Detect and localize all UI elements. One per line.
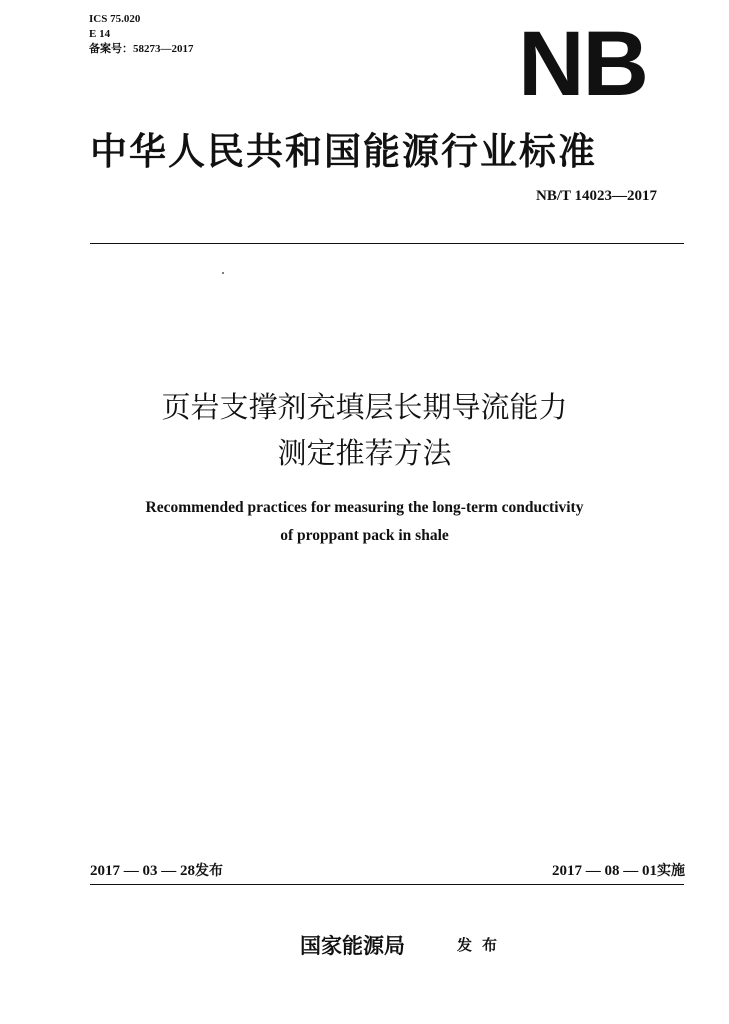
document-metadata bbox=[89, 12, 194, 57]
publish-date-label: 发布 bbox=[195, 863, 223, 879]
title-en-line-1: Recommended practices for measuring the long-term conductivity bbox=[145, 499, 584, 516]
effective-date-label: 实施 bbox=[657, 863, 685, 879]
speck bbox=[222, 272, 224, 274]
issue-label: 发布 bbox=[457, 936, 508, 954]
publish-date bbox=[90, 860, 223, 880]
title-cn-line-2: 测定推荐方法 bbox=[277, 436, 452, 470]
document-title-cn bbox=[0, 384, 729, 476]
publish-date-value: 2017 — 03 — 28 bbox=[90, 863, 195, 879]
standard-code: NB/T 14023—2017 bbox=[536, 188, 657, 204]
title-en-line-2: of proppant pack in shale bbox=[280, 527, 449, 544]
document-title-en bbox=[0, 494, 729, 550]
issuing-authority: 国家能源局 bbox=[300, 933, 405, 958]
classification-code: E 14 bbox=[89, 28, 111, 40]
effective-date-value: 2017 — 08 — 01 bbox=[552, 863, 657, 879]
bottom-divider bbox=[90, 884, 684, 885]
record-number: 备案号：58273—2017 bbox=[89, 43, 194, 55]
title-cn-line-1: 页岩支撑剂充填层长期导流能力 bbox=[161, 390, 568, 424]
nb-logo: NB bbox=[518, 13, 647, 115]
standard-issuer-title: 中华人民共和国能源行业标准 bbox=[90, 129, 597, 173]
ics-code: ICS 75.020 bbox=[89, 13, 141, 25]
effective-date bbox=[552, 860, 685, 880]
top-divider bbox=[90, 243, 684, 244]
